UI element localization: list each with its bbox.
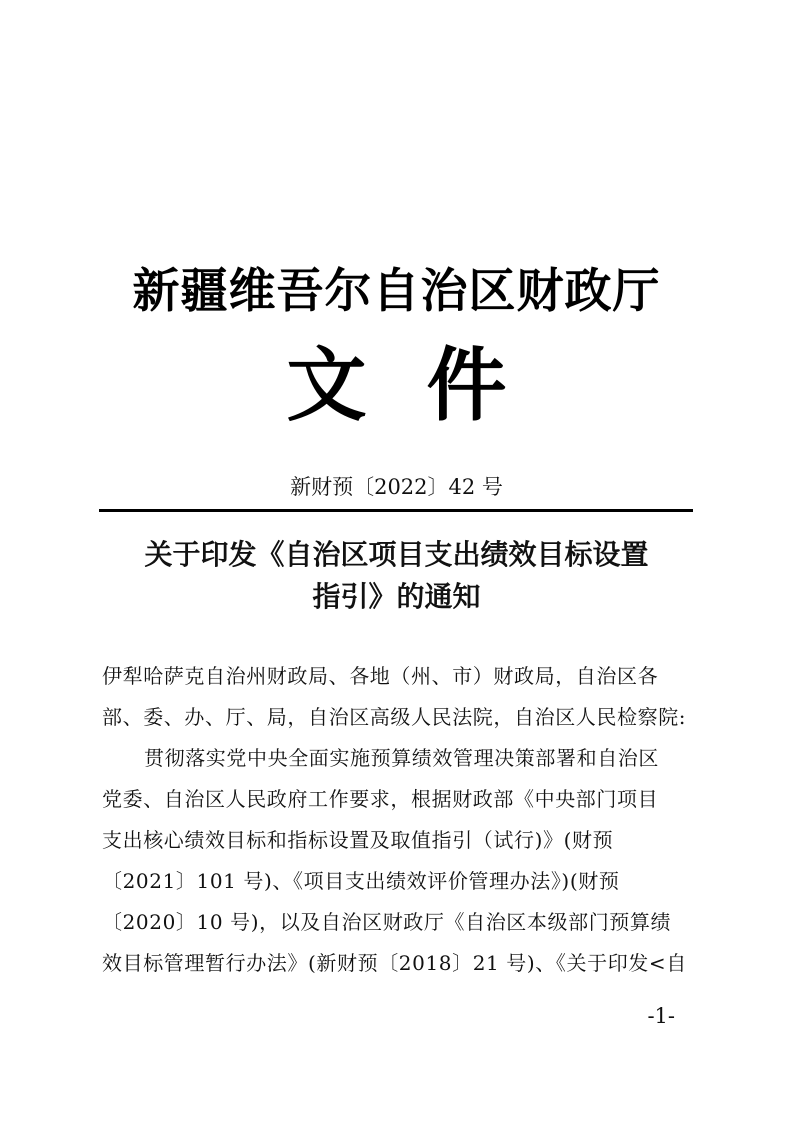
paragraph-line: 〔2020〕10 号)，以及自治区财政厅《自治区本级部门预算绩 [102, 910, 672, 934]
body-text [102, 656, 692, 984]
addressee-line: 伊犁哈萨克自治州财政局、各地（州、市）财政局，自治区各 [102, 664, 659, 688]
paragraph-line: 〔2021〕101 号)、《项目支出绩效评价管理办法》)(财预 [102, 869, 620, 893]
notice-title-line-1: 关于印发《自治区项目支出绩效目标设置 [144, 538, 649, 571]
issuing-authority-title: 新疆维吾尔自治区财政厅 [132, 264, 661, 319]
notice-title [0, 534, 793, 618]
paragraph-line: 贯彻落实党中央全面实施预算绩效管理决策部署和自治区 [144, 746, 659, 770]
document-number: 新财预〔2022〕42 号 [290, 475, 503, 499]
paragraph-line: 党委、自治区人民政府工作要求，根据财政部《中央部门项目 [102, 787, 659, 811]
page-number: -1- [647, 1004, 675, 1028]
addressee-line: 部、委、办、厅、局，自治区高级人民法院，自治区人民检察院: [102, 705, 687, 729]
document-type-heading: 文件 [286, 339, 567, 432]
notice-title-line-2: 指引》的通知 [312, 580, 481, 613]
paragraph-line: 支出核心绩效目标和指标设置及取值指引（试行)》(财预 [102, 828, 614, 852]
paragraph-line: 效目标管理暂行办法》(新财预〔2018〕21 号)、《关于印发<自 [102, 951, 687, 975]
header-divider [99, 509, 693, 512]
